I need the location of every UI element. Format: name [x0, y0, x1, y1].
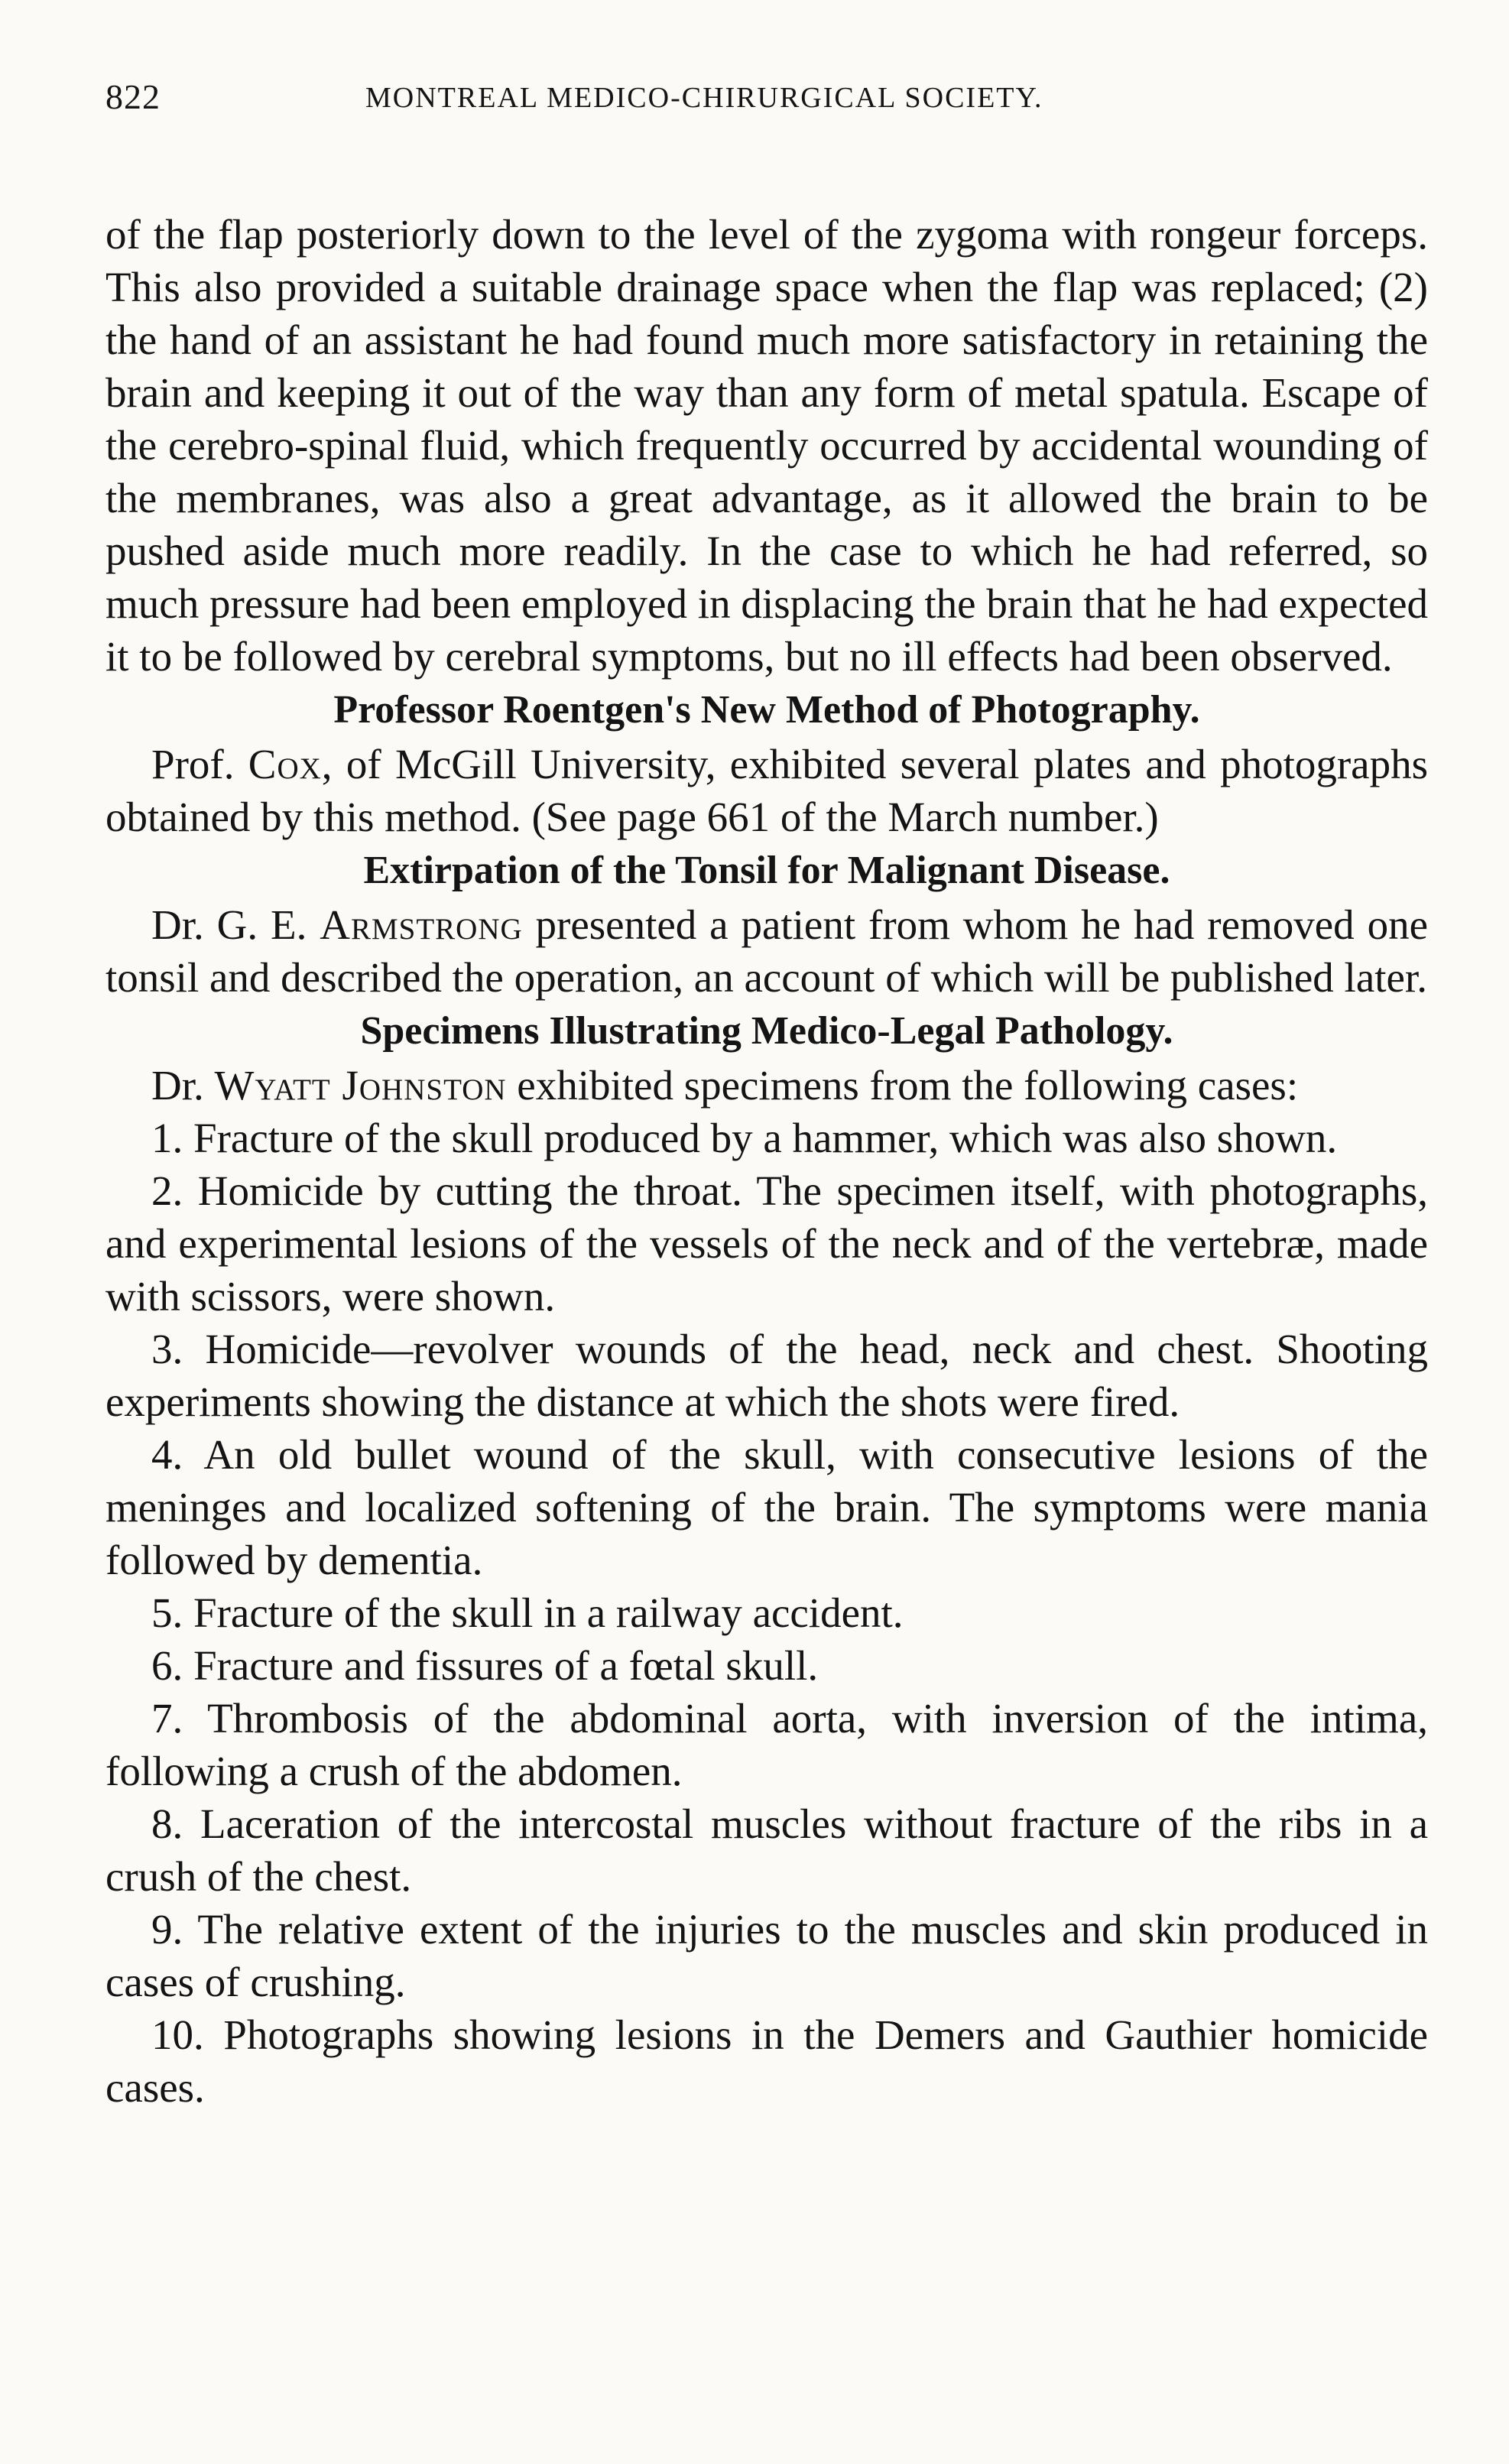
case-item: 5. Fracture of the skull in a railway accident. — [151, 1589, 904, 1636]
section-heading-roentgen: Professor Roentgen's New Method of Photography. — [333, 688, 1200, 732]
case-item: 10. Photographs showing lesions in the Demers and Gauthier homicide cases. — [105, 2011, 1428, 2111]
section-text-roentgen — [105, 738, 1428, 843]
page-body — [105, 208, 1428, 2114]
presenter-prefix: Dr. G. E. — [151, 901, 320, 948]
case-item: 7. Thrombosis of the abdominal aorta, with inversion of the intima, following a crush of the abdomen. — [105, 1695, 1428, 1794]
running-head — [105, 76, 1428, 130]
case-item: 2. Homicide by cutting the throat. The specimen itself, with photographs, and experimental lesions of the vessels of the neck and of the vertebræ, made with scissors, were shown. — [105, 1167, 1428, 1320]
section-body: , of McGill University, exhibited several plates and photographs obtained by this method. (See page 661 of the March number.) — [105, 741, 1428, 840]
running-title: MONTREAL MEDICO-CHIRURGICAL SOCIETY. — [365, 82, 1043, 114]
document-page — [105, 76, 1428, 2114]
case-item: 9. The relative extent of the injuries to the muscles and skin produced in cases of crushing. — [105, 1906, 1428, 2005]
case-item: 3. Homicide—revolver wounds of the head, neck and chest. Shooting experiments showing the distance at which the shots were fired. — [105, 1326, 1428, 1425]
presenter-prefix: Dr. — [151, 1062, 215, 1109]
section-body: presented a patient from whom he had removed one tonsil and described the operation, an account of which will be published later. — [105, 901, 1428, 1001]
intro-paragraph: of the flap posteriorly down to the level of the zygoma with rongeur forceps. This also provided a suitable drainage space when the flap was replaced; (2) the hand of an assistant he had found much more satisfactory in retaining the brain and keeping it out of the way than any form of metal spatula. Escape of the cerebro-spinal fluid, which frequently occurred by accidental wounding of the membranes, was also a great advantage, as it allowed the brain to be pushed aside much more readily. In the case to which he had referred, so much pressure had been employed in displacing the brain that he had expected it to be followed by cerebral symptoms, but no ill effects had been observed. — [105, 211, 1428, 680]
section-text-medico-legal — [105, 1059, 1428, 1112]
case-item: 8. Laceration of the intercostal muscles without fracture of the ribs in a crush of the chest. — [105, 1800, 1428, 1900]
case-item: 4. An old bullet wound of the skull, with consecutive lesions of the meninges and localized softening of the brain. The symptoms were mania followed by dementia. — [105, 1431, 1428, 1583]
case-item: 6. Fracture and fissures of a fœtal skull. — [151, 1642, 819, 1689]
case-item: 1. Fracture of the skull produced by a hammer, which was also shown. — [151, 1115, 1338, 1161]
section-heading-tonsil: Extirpation of the Tonsil for Malignant Disease. — [363, 849, 1170, 892]
presenter-name: Cox — [248, 741, 322, 787]
section-text-tonsil — [105, 898, 1428, 1004]
presenter-name: Wyatt Johnston — [214, 1062, 507, 1109]
section-heading-medico-legal: Specimens Illustrating Medico-Legal Pathology. — [360, 1009, 1173, 1053]
presenter-prefix: Prof. — [151, 741, 248, 787]
section-body: exhibited specimens from the following cases: — [506, 1062, 1299, 1109]
presenter-name: Armstrong — [320, 901, 523, 948]
page-number: 822 — [105, 77, 161, 116]
